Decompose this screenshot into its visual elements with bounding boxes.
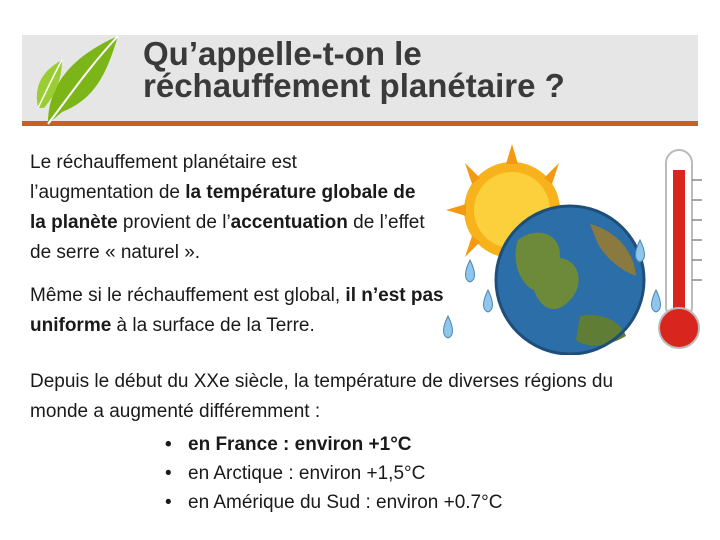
- bold-fragment: accentuation: [230, 212, 348, 233]
- list-item: • en Amérique du Sud : environ +0.7°C: [163, 488, 543, 517]
- text-fragment: provient de l’: [117, 212, 231, 233]
- bold-fragment: il n’est pas uniforme: [30, 285, 444, 336]
- regions-list: [163, 430, 543, 517]
- paragraph-definition: [30, 148, 425, 268]
- text-fragment: Même si le réchauffement est global,: [30, 285, 346, 306]
- paragraph-nonuniform: [30, 281, 510, 341]
- list-item: • en Arctique : environ +1,5°C: [163, 459, 543, 488]
- text-fragment: de l’effet de serre « naturel ».: [30, 212, 425, 263]
- slide-title: Qu’appelle-t-on le réchauffement planétaire ?: [143, 35, 565, 104]
- bold-fragment: la température globale de la planète: [30, 182, 416, 233]
- paragraph-regions: Depuis le début du XXe siècle, la température de diverses régions du monde a augmenté différemment :: [30, 371, 614, 422]
- text-fragment: Le réchauffement planétaire est l’augmentation de: [30, 152, 297, 203]
- text-fragment: à la surface de la Terre.: [111, 315, 315, 336]
- earth-globe-icon: [496, 206, 644, 354]
- list-item: • en France : environ +1°C: [163, 430, 543, 459]
- thermometer-icon: [659, 150, 702, 348]
- leaf-logo-icon: [28, 28, 132, 132]
